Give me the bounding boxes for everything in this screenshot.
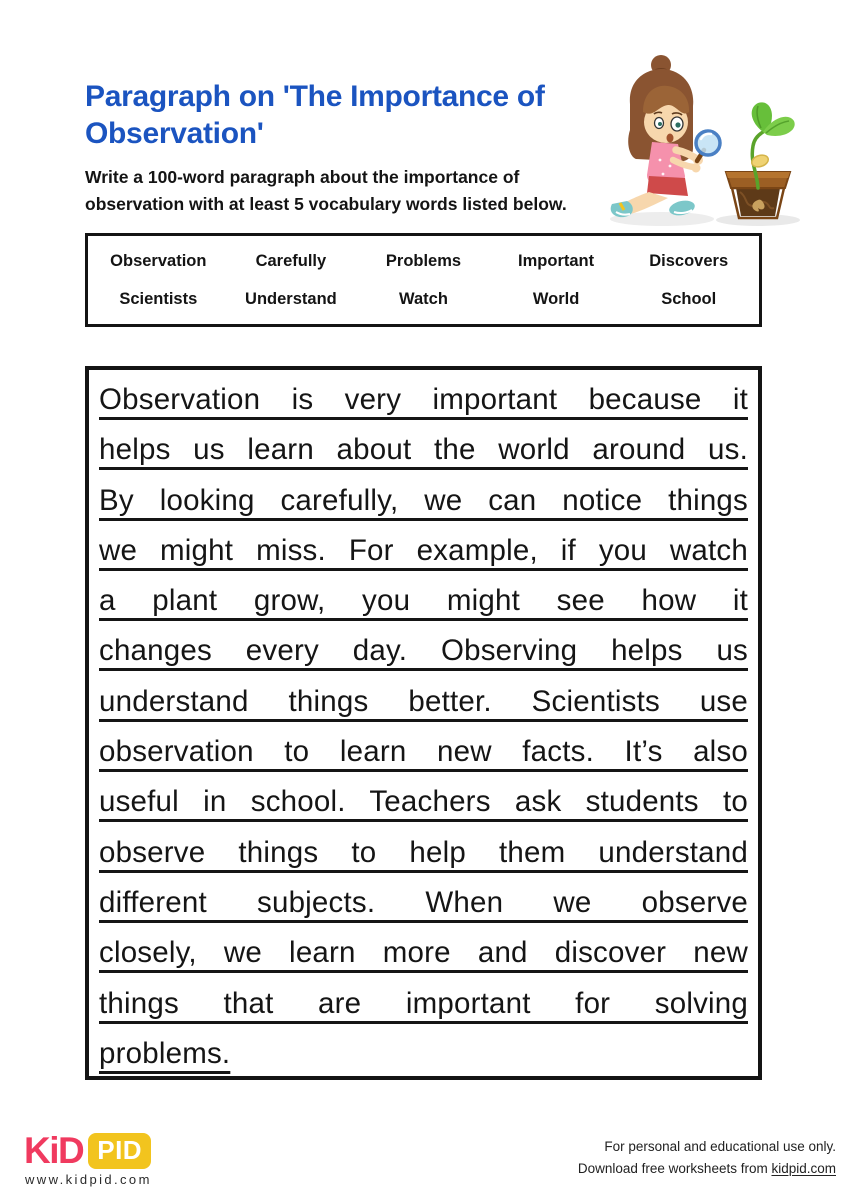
instructions-text <box>85 164 685 218</box>
instructions-line-2: observation with at least 5 vocabulary words listed below. <box>85 194 567 214</box>
paragraph-line: closely, we learn more and discover new <box>99 936 748 970</box>
download-note: Download free worksheets from kidpid.com <box>577 1161 836 1176</box>
paragraph-line: changes every day. Observing helps us <box>99 634 748 668</box>
vocab-word-world: World <box>532 289 580 308</box>
paragraph-line: By looking carefully, we can notice things <box>99 483 748 517</box>
paragraph-line: things that are important for solving <box>99 986 748 1020</box>
paragraph-writing-box <box>85 366 762 1080</box>
girl-figure <box>611 55 720 218</box>
logo-kid-text: KiD <box>24 1130 84 1171</box>
vocab-word-understand: Understand <box>245 289 337 308</box>
kidpid-logo <box>24 1132 151 1170</box>
plant-pot <box>726 102 795 218</box>
paragraph-line: different subjects. When we observe <box>99 885 748 919</box>
vocab-word-important: Important <box>518 251 595 270</box>
girl-observing-plant-illustration <box>600 42 812 234</box>
page-title: Paragraph on 'The Importance of Observation' <box>85 80 545 150</box>
paragraph-line: Observation is very important because it <box>99 383 748 416</box>
usage-note: For personal and educational use only. <box>604 1139 836 1154</box>
paragraph-line: helps us learn about the world around us. <box>99 433 748 467</box>
vocab-word-problems: Problems <box>385 251 462 270</box>
paragraph-line-last: problems. <box>99 1036 231 1070</box>
vocab-word-discovers: Discovers <box>649 251 729 270</box>
instructions-line-1: Write a 100-word paragraph about the importance of <box>85 167 520 187</box>
vocab-word-school: School <box>661 289 717 308</box>
paragraph-line: a plant grow, you might see how it <box>99 584 748 618</box>
paragraph-line: observation to learn new facts. It’s also <box>99 735 748 769</box>
paragraph-line: understand things better. Scientists use <box>99 684 748 718</box>
paragraph-line: useful in school. Teachers ask students to <box>99 785 748 819</box>
paragraph-line: we might miss. For example, if you watch <box>99 533 748 567</box>
vocab-word-scientists: Scientists <box>119 289 198 308</box>
magnifying-glass-icon <box>696 131 720 161</box>
paragraph-line: observe things to help them understand <box>99 835 748 869</box>
website-url: www.kidpid.com <box>25 1172 152 1187</box>
girl-mouth <box>667 134 674 143</box>
vocab-word-carefully: Carefully <box>255 251 327 270</box>
footer-note <box>578 1136 836 1180</box>
vocab-word-watch: Watch <box>399 289 448 308</box>
vocabulary-box <box>85 233 762 327</box>
vocab-word-observation: Observation <box>110 251 207 270</box>
logo-pid-badge: PID <box>88 1133 151 1169</box>
kidpid-link[interactable]: kidpid.com <box>771 1161 836 1176</box>
